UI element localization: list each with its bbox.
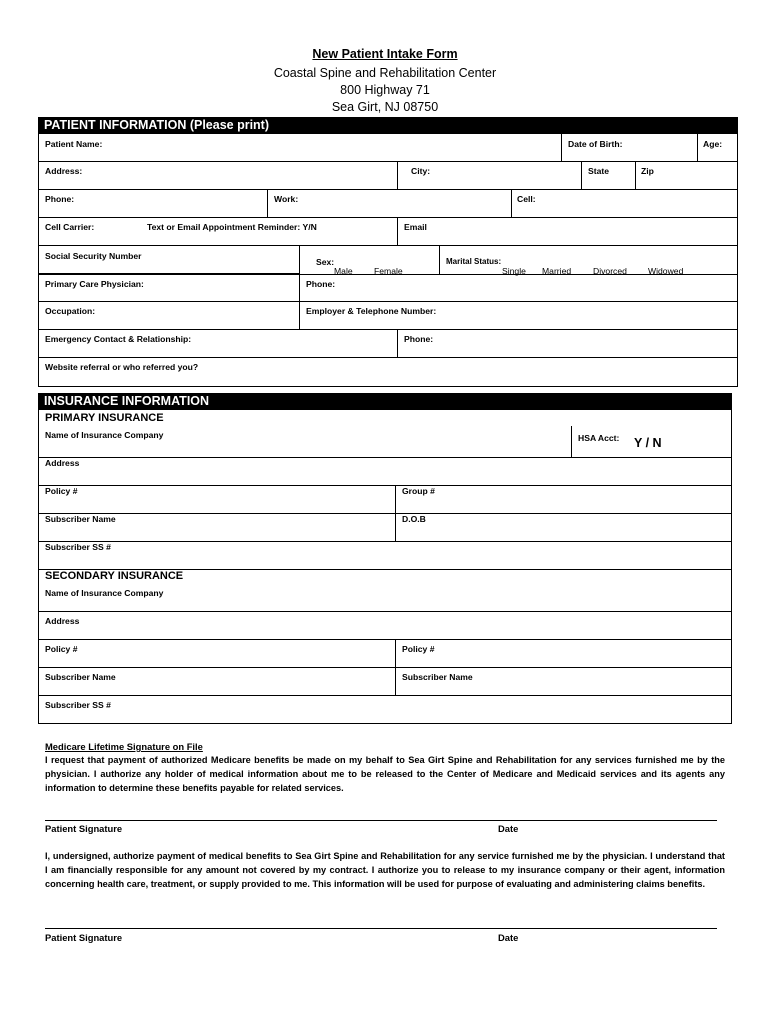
primary-insurance-title: PRIMARY INSURANCE <box>45 412 164 424</box>
insurance-info-header: INSURANCE INFORMATION <box>38 393 732 410</box>
secondary-ss-field[interactable] <box>39 696 731 724</box>
referral-field[interactable] <box>39 358 737 386</box>
date-label-1: Date <box>498 823 519 834</box>
medicare-title: Medicare Lifetime Signature on File <box>45 741 203 752</box>
employer-field[interactable] <box>299 302 737 329</box>
marital-divorced-option[interactable]: Divorced <box>593 266 627 276</box>
patient-name-field[interactable] <box>39 134 561 161</box>
emergency-contact-label: Emergency Contact & Relationship: <box>45 334 192 344</box>
patient-signature-label-1: Patient Signature <box>45 823 123 834</box>
pcp-phone-label: Phone: <box>306 279 336 289</box>
secondary-policy2-label: Policy # <box>402 644 435 654</box>
marital-single-option[interactable]: Single <box>502 266 526 276</box>
dob-label: Date of Birth: <box>568 139 623 149</box>
primary-subscriber-row <box>39 514 731 542</box>
secondary-subscriber-label: Subscriber Name <box>45 672 116 682</box>
primary-company-label: Name of Insurance Company <box>45 430 164 440</box>
hsa-acct-field[interactable] <box>571 426 731 457</box>
clinic-name: Coastal Spine and Rehabilitation Center <box>273 66 497 80</box>
secondary-policy2-field[interactable] <box>395 640 731 667</box>
secondary-company-field[interactable] <box>39 584 731 611</box>
secondary-policy-field[interactable] <box>39 640 395 667</box>
dob-field[interactable] <box>561 134 697 161</box>
signature-line-2[interactable] <box>45 928 717 929</box>
marital-status-field[interactable] <box>439 246 737 274</box>
address-label: Address: <box>45 166 83 176</box>
email-label: Email <box>404 222 427 232</box>
occupation-row <box>39 302 737 330</box>
secondary-company-label: Name of Insurance Company <box>45 588 164 598</box>
employer-label: Employer & Telephone Number: <box>306 306 437 316</box>
secondary-company-row <box>39 584 731 612</box>
authorization-paragraph: I, undersigned, authorize payment of medical benefits to Sea Girt Spine and Rehabilitation for any service furnished me by the physician. I understand that I am financially responsible for any amount not covered by my contract. I authorize you to release to my insurance company or their agent, information concerning health care, treatment, or supply provided to me. This information will be used for purpose of evaluating and administering claims benefits. <box>45 851 725 889</box>
sex-label: Sex: <box>316 257 335 267</box>
ssn-field[interactable] <box>39 246 299 274</box>
primary-ss-label: Subscriber SS # <box>45 542 111 552</box>
primary-subscriber-field[interactable] <box>39 514 395 541</box>
state-label: State <box>588 166 610 176</box>
secondary-address-label: Address <box>45 616 80 626</box>
secondary-policy-row <box>39 640 731 668</box>
date-label-2: Date <box>498 932 519 943</box>
phone-label: Phone: <box>45 194 75 204</box>
patient-name-row <box>39 134 737 162</box>
cell-label: Cell: <box>517 194 536 204</box>
pcp-label: Primary Care Physician: <box>45 279 144 289</box>
secondary-ss-label: Subscriber SS # <box>45 700 111 710</box>
emergency-row <box>39 330 737 358</box>
referral-row <box>39 358 737 386</box>
secondary-policy-label: Policy # <box>45 644 78 654</box>
pcp-phone-field[interactable] <box>299 275 737 301</box>
secondary-subscriber2-field[interactable] <box>395 668 731 695</box>
emergency-contact-field[interactable] <box>39 330 397 357</box>
hsa-yes-no[interactable]: Y / N <box>634 436 662 450</box>
primary-address-field[interactable] <box>39 458 731 485</box>
zip-label: Zip <box>641 166 654 176</box>
occupation-field[interactable] <box>39 302 299 329</box>
hsa-acct-label: HSA Acct: <box>578 433 620 443</box>
secondary-ss-row <box>39 696 731 724</box>
marital-widowed-option[interactable]: Widowed <box>648 266 684 276</box>
zip-field[interactable] <box>635 162 689 189</box>
work-label: Work: <box>274 194 299 204</box>
clinic-city: Sea Girt, NJ 08750 <box>331 100 439 114</box>
city-field[interactable] <box>397 162 581 189</box>
primary-address-label: Address <box>45 458 80 468</box>
primary-ss-row <box>39 542 731 570</box>
secondary-subscriber-field[interactable] <box>39 668 395 695</box>
primary-dob-label: D.O.B <box>402 514 426 524</box>
form-title: New Patient Intake Form <box>312 47 458 61</box>
insurance-section <box>38 410 732 724</box>
occupation-label: Occupation: <box>45 306 96 316</box>
primary-subscriber-label: Subscriber Name <box>45 514 116 524</box>
patient-info-section <box>38 134 738 387</box>
reminder-label: Text or Email Appointment Reminder: Y/N <box>147 222 317 232</box>
pcp-field[interactable] <box>39 275 299 301</box>
marital-married-option[interactable]: Married <box>542 266 572 276</box>
secondary-insurance-title: SECONDARY INSURANCE <box>45 570 184 582</box>
primary-policy-field[interactable] <box>39 486 395 513</box>
phone-field[interactable] <box>39 190 267 217</box>
primary-ss-field[interactable] <box>39 542 731 569</box>
cell-carrier-label: Cell Carrier: <box>45 222 95 232</box>
carrier-row <box>39 218 737 246</box>
sex-field[interactable] <box>299 246 439 274</box>
emergency-phone-field[interactable] <box>397 330 737 357</box>
referral-label: Website referral or who referred you? <box>45 362 199 372</box>
primary-company-field[interactable] <box>39 426 571 457</box>
primary-company-row <box>39 426 731 458</box>
work-phone-field[interactable] <box>267 190 511 217</box>
age-label: Age: <box>703 139 723 149</box>
address-field[interactable] <box>39 162 397 189</box>
primary-group-field[interactable] <box>395 486 731 513</box>
city-label: City: <box>411 166 431 176</box>
clinic-street: 800 Highway 71 <box>340 83 430 97</box>
secondary-address-row <box>39 612 731 640</box>
cell-phone-field[interactable] <box>511 190 737 217</box>
patient-signature-label-2: Patient Signature <box>45 932 123 943</box>
secondary-subscriber-row <box>39 668 731 696</box>
primary-policy-row <box>39 486 731 514</box>
primary-policy-label: Policy # <box>45 486 78 496</box>
secondary-subscriber2-label: Subscriber Name <box>402 672 473 682</box>
email-field[interactable] <box>397 218 737 245</box>
age-field[interactable] <box>697 134 737 161</box>
primary-dob-field[interactable] <box>395 514 731 541</box>
patient-name-label: Patient Name: <box>45 139 103 149</box>
address-row <box>39 162 737 190</box>
cell-carrier-field[interactable] <box>39 218 397 245</box>
medicare-paragraph: I request that payment of authorized Medicare benefits be made on my behalf to Sea Girt Spine and Rehabilitation for any services furnished me by the physician. I authorize any holder of medical information about me to be released to the Center of Medicare and Medicaid services and its agents any information to determine these benefits payable for related services. <box>45 755 725 793</box>
state-field[interactable] <box>581 162 635 189</box>
sex-female-option[interactable]: Female <box>374 266 403 276</box>
ssn-label: Social Security Number <box>45 251 142 261</box>
primary-group-label: Group # <box>402 486 435 496</box>
secondary-address-field[interactable] <box>39 612 731 639</box>
primary-address-row <box>39 458 731 486</box>
emergency-phone-label: Phone: <box>404 334 434 344</box>
pcp-row <box>39 274 737 302</box>
phone-row <box>39 190 737 218</box>
marital-status-label: Marital Status: <box>446 257 502 266</box>
signature-line-1[interactable] <box>45 820 717 821</box>
sex-male-option[interactable]: Male <box>334 266 353 276</box>
patient-info-header: PATIENT INFORMATION (Please print) <box>38 117 738 134</box>
